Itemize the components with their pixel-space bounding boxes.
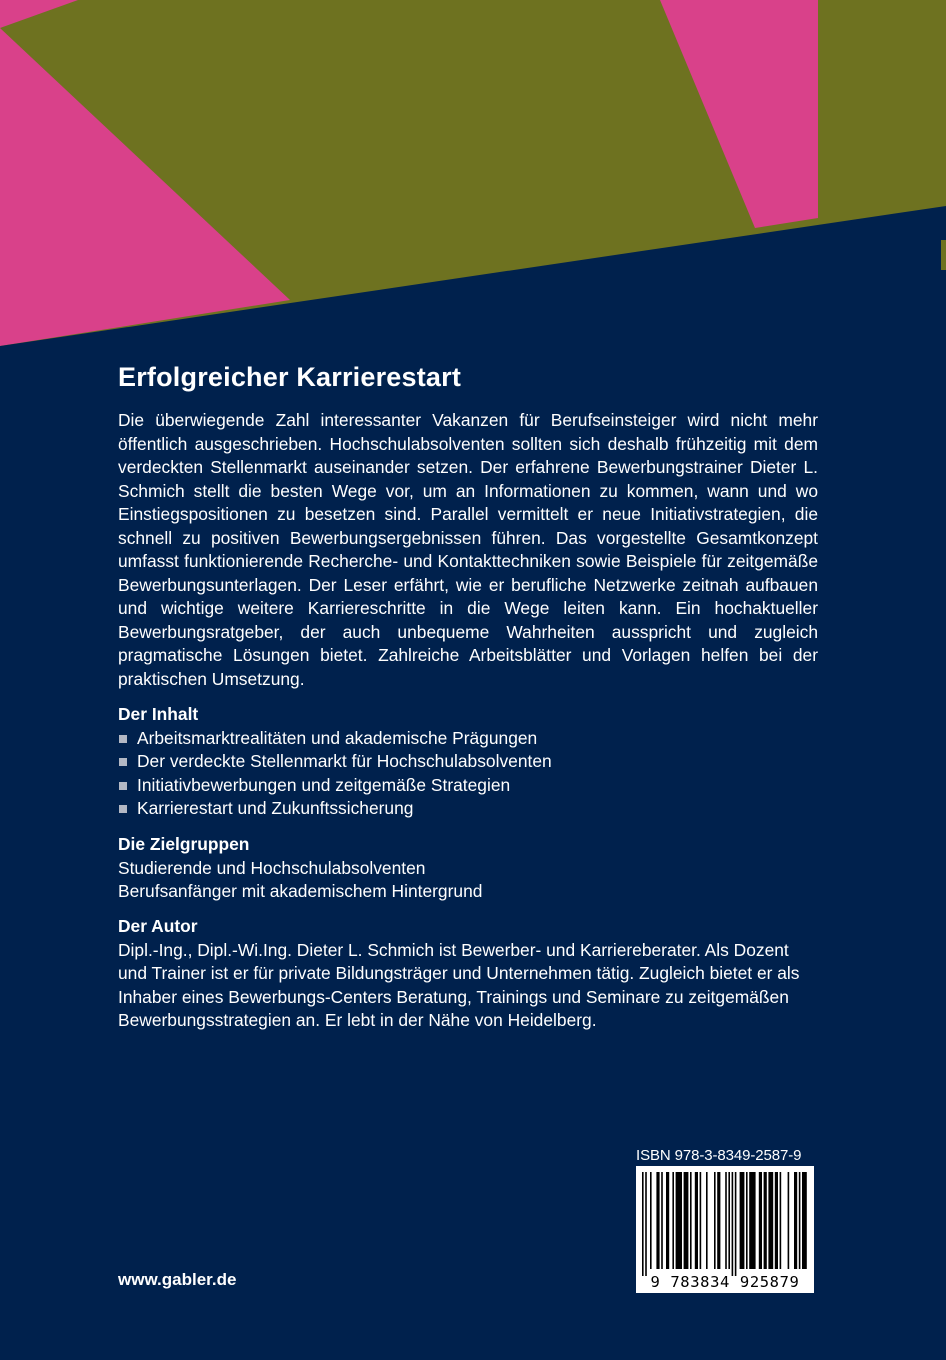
olive-edge-mark: [941, 240, 946, 270]
barcode-bar: [695, 1172, 698, 1269]
contents-list: [118, 727, 838, 821]
barcode-bar: [725, 1172, 727, 1269]
barcode-bar: [672, 1172, 674, 1269]
isbn-label: ISBN 978-3-8349-2587-9: [636, 1147, 802, 1164]
barcode-bar: [728, 1172, 730, 1269]
author-text: Dipl.-Ing., Dipl.-Wi.Ing. Dieter L. Schmich ist Bewerber- und Karriereberater. Als Dozent und Trainer ist er für private Bildungsträger und Unternehmen tätig. Zugleich bietet er als Inhaber eines Bewerbungs-Centers Beratung, Trainings und Seminare zu zeitgemäßen Bewerbungsstrategien an. Er lebt in der Nähe von Heidelberg.: [118, 939, 800, 1030]
barcode-bar: [802, 1172, 807, 1269]
barcode-number: 9 783834 925879: [650, 1273, 800, 1291]
barcode-bar: [735, 1172, 737, 1276]
barcode-bar: [684, 1172, 689, 1269]
bullet-square-icon: [119, 758, 127, 766]
author-section: [118, 915, 818, 1033]
list-item-text: Initiativbewerbungen und zeitgemäße Strategien: [137, 774, 511, 795]
barcode-bar: [759, 1172, 762, 1269]
barcode-bar: [746, 1172, 748, 1269]
barcode-bar: [799, 1172, 801, 1269]
bullet-square-icon: [119, 735, 127, 743]
list-item: [118, 727, 838, 751]
barcode-bar: [788, 1172, 790, 1269]
author-heading: Der Autor: [118, 916, 198, 936]
list-item-text: Karrierestart und Zukunftssicherung: [137, 798, 414, 818]
list-item-text: Arbeitsmarktrealitäten und akademische Prägungen: [137, 727, 538, 748]
list-item: [118, 774, 838, 798]
barcode-bar: [666, 1172, 669, 1269]
barcode-bar: [650, 1172, 652, 1269]
barcode-bar: [768, 1172, 773, 1269]
barcode-bar: [780, 1172, 782, 1269]
target-groups-heading: Die Zielgruppen: [118, 834, 250, 854]
contents-heading: Der Inhalt: [118, 704, 199, 724]
barcode-bar: [676, 1172, 682, 1269]
bullet-square-icon: [119, 805, 127, 813]
barcode-bar: [700, 1172, 702, 1269]
target-group-line: Studierende und Hochschulabsolventen: [118, 857, 426, 878]
target-group-line: Berufsanfänger mit akademischem Hintergrund: [118, 881, 483, 901]
barcode-bar: [656, 1172, 659, 1269]
target-groups-section: [118, 833, 838, 904]
list-item: [118, 750, 838, 774]
barcode: [636, 1166, 814, 1293]
barcode-bar: [717, 1172, 720, 1269]
barcode-bar: [645, 1172, 647, 1276]
barcode-bar: [661, 1172, 663, 1269]
list-item-text: Der verdeckte Stellenmarkt für Hochschulabsolventen: [137, 751, 552, 771]
barcode-bar: [775, 1172, 778, 1269]
book-title: Erfolgreicher Karrierestart: [118, 362, 462, 392]
barcode-bar: [642, 1172, 644, 1276]
barcode-bar: [706, 1172, 708, 1269]
barcode-bar: [740, 1172, 745, 1269]
barcode-bar: [690, 1172, 692, 1269]
list-item: [118, 797, 838, 821]
barcode-bar: [732, 1172, 734, 1276]
bullet-square-icon: [119, 782, 127, 790]
barcode-bar: [794, 1172, 797, 1269]
publisher-website: www.gabler.de: [118, 1270, 237, 1289]
contents-section: [118, 703, 838, 821]
cover-graphic: [0, 0, 946, 350]
barcode-bar: [714, 1172, 716, 1269]
barcode-bar: [764, 1172, 767, 1269]
description-text: Die überwiegende Zahl interessanter Vakanzen für Berufseinsteiger wird nicht mehr öffentlich ausgeschrieben. Hochschulabsolventen sollten sich deshalb frühzeitig mit dem verdeckten Stellenmarkt auseinander setzen. Der erfahrene Bewerbungstrainer Dieter L. Schmich stellt die besten Wege vor, um an Informationen zu kommen, wann und wo Einstiegspositionen zu besetzen sind. Parallel vermittelt er neue Initiativstrategien, die schnell zu positiven Bewerbungsergebnissen führen. Das vorgestellte Gesamtkonzept umfasst funktionierende Recherche- und Kontakttechniken sowie Beispiele für zeitgemäße Bewerbungsunterlagen. Der Leser erfährt, wie er berufliche Netzwerke zeitnah aufbauen und wichtige weitere Karriereschritte in die Wege leiten kann. Ein hochaktueller Bewerbungsratgeber, der auch unbequeme Wahrheiten ausspricht und zugleich pragmatische Lösungen bietet. Zahlreiche Arbeitsblätter und Vorlagen helfen bei der praktischen Umsetzung.: [118, 410, 818, 689]
barcode-bar: [749, 1172, 755, 1269]
